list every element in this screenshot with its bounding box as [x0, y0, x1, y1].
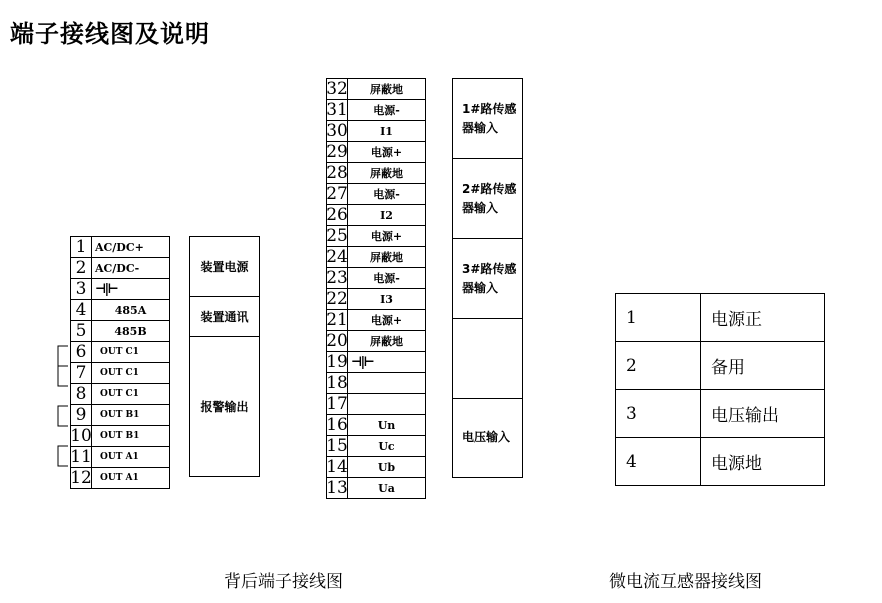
terminal-number: 23: [326, 267, 348, 288]
terminal-label: I2: [380, 208, 393, 222]
bracket-b1: [58, 406, 68, 426]
bracket-c1: [58, 346, 68, 386]
terminal-number: 16: [326, 414, 348, 435]
terminal-label: Ua: [378, 481, 395, 495]
group-label: 装置通讯: [200, 310, 249, 324]
group-label: 装置电源: [200, 260, 249, 274]
group-label-line1: 1#路传感: [462, 101, 517, 116]
terminal-number: 24: [326, 246, 348, 267]
group-label-line2: 器输入: [462, 200, 499, 215]
terminal-number: 4: [71, 300, 92, 320]
group-label-line1: 3#路传感: [462, 261, 517, 276]
ground-symbol-glyph: ⊣|⊢: [351, 354, 373, 370]
terminal-number: 20: [326, 330, 348, 351]
terminal-number: 2: [71, 258, 92, 278]
terminal-number: 19: [326, 351, 348, 372]
terminal-label: 屏蔽地: [370, 250, 403, 264]
terminal-number: 30: [326, 120, 348, 141]
terminal-number: 28: [326, 162, 348, 183]
terminal-number: 27: [326, 183, 348, 204]
group-label-line2: 器输入: [462, 120, 499, 135]
terminal-number: 3: [71, 279, 92, 299]
terminal-number: 13: [326, 477, 348, 498]
pin-description: 电源正: [701, 294, 825, 342]
terminal-label: Ub: [377, 460, 396, 474]
terminal-number: 31: [326, 99, 348, 120]
terminal-number: 5: [71, 321, 92, 341]
pin-number: 1: [616, 294, 701, 342]
terminal-label: OUT C1: [100, 388, 139, 399]
terminal-label: 电源+: [370, 313, 403, 327]
terminal-number: 11: [70, 446, 92, 467]
terminal-label: 电源-: [373, 271, 400, 285]
pin-description: 备用: [701, 342, 825, 390]
terminal-label: OUT A1: [100, 472, 139, 483]
table-row: [616, 342, 825, 390]
terminal-number: 14: [326, 456, 348, 477]
terminal-number: 6: [71, 342, 92, 362]
terminal-number: 25: [326, 225, 348, 246]
terminal-number: 12: [70, 467, 92, 488]
terminal-number: 32: [326, 78, 348, 99]
terminal-label: AC/DC+: [95, 240, 144, 254]
pin-number: 3: [616, 390, 701, 438]
terminal-number: 7: [71, 363, 92, 383]
pin-description: 电压输出: [701, 390, 825, 438]
page-title: 端子接线图及说明: [10, 20, 210, 48]
terminal-label: 屏蔽地: [370, 334, 403, 348]
pin-description: 电源地: [701, 438, 825, 486]
terminal-label: 485A: [114, 303, 147, 317]
terminal-label: OUT B1: [100, 409, 140, 420]
terminal-label: 屏蔽地: [370, 82, 403, 96]
pin-number: 4: [616, 438, 701, 486]
terminal-label: Uc: [378, 439, 395, 453]
terminal-number: 9: [71, 405, 92, 425]
terminal-label: I3: [380, 292, 393, 306]
terminal-number: 18: [326, 372, 348, 393]
terminal-number: 26: [326, 204, 348, 225]
terminal-label: AC/DC-: [95, 261, 140, 275]
group-label-line2: 器输入: [462, 280, 499, 295]
table-row: [616, 294, 825, 342]
terminal-label: OUT A1: [100, 451, 139, 462]
group-label-line1: 电压输入: [462, 430, 511, 444]
bracket-a1: [58, 446, 68, 466]
terminal-number: 22: [326, 288, 348, 309]
terminal-label: Un: [377, 418, 396, 432]
terminal-number: 1: [71, 237, 92, 257]
terminal-label: OUT C1: [100, 346, 139, 357]
terminal-number: 15: [326, 435, 348, 456]
terminal-number: 29: [326, 141, 348, 162]
terminal-label: OUT C1: [100, 367, 139, 378]
terminal-label: 电源-: [373, 187, 400, 201]
terminal-number: 17: [326, 393, 348, 414]
terminal-label: 电源-: [373, 103, 400, 117]
terminal-label: 屏蔽地: [370, 166, 403, 180]
group-label-line1: 2#路传感: [462, 181, 517, 196]
pin-number: 2: [616, 342, 701, 390]
terminal-label: 485B: [114, 324, 147, 338]
table-row: [616, 390, 825, 438]
caption-rear-terminal-diagram: 背后端子接线图: [224, 572, 343, 592]
group-label: 报警输出: [200, 399, 249, 414]
terminal-number: 10: [70, 425, 92, 446]
terminal-number: 21: [326, 309, 348, 330]
terminal-label: 电源+: [370, 229, 403, 243]
ground-symbol-glyph: ⊣|⊢: [95, 281, 117, 297]
terminal-label: 电源+: [370, 145, 403, 159]
table-row: [616, 438, 825, 486]
sensor-pin-table: [615, 293, 825, 486]
terminal-label: OUT B1: [100, 430, 140, 441]
terminal-label: I1: [380, 124, 393, 138]
terminal-number: 8: [71, 384, 92, 404]
caption-micro-ct-diagram: 微电流互感器接线图: [609, 572, 762, 592]
